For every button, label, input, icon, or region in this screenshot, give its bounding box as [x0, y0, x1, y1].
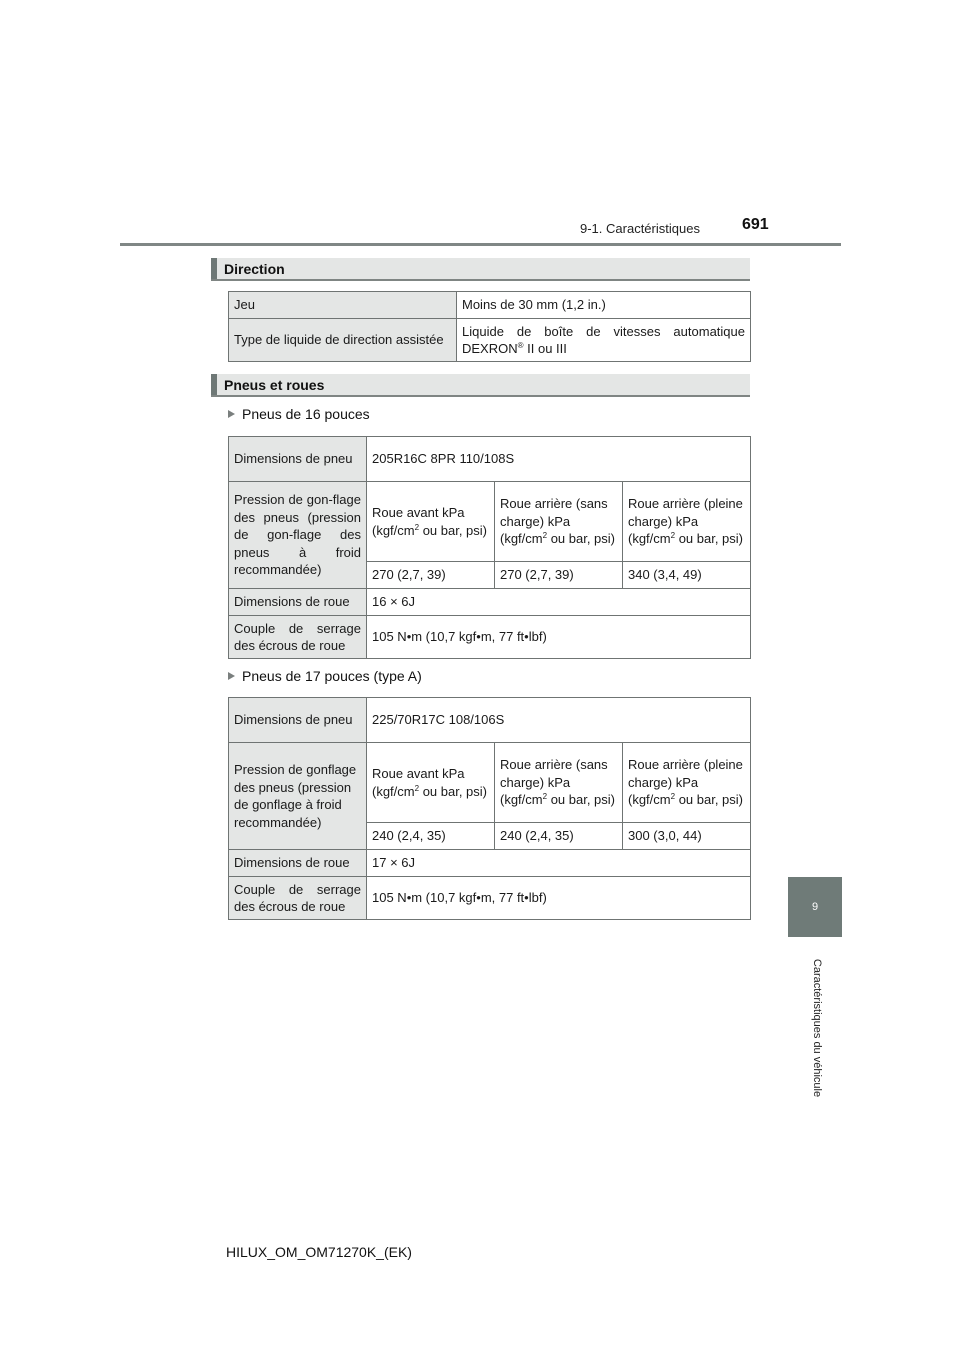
direction-heading: [211, 258, 750, 281]
wheel-dim-value: 17 × 6J: [367, 850, 751, 877]
section-header: 9-1. Caractéristiques: [580, 221, 700, 236]
table-row: [229, 292, 751, 319]
col-text: ou bar, psi): [547, 792, 616, 808]
rear-loaded-header: [623, 743, 751, 823]
chapter-number: 9: [811, 901, 819, 913]
table-row: [229, 698, 751, 743]
col-sup: 2: [670, 792, 676, 802]
tires-17-table: [228, 697, 751, 920]
sub-heading-16: [228, 406, 370, 422]
front-wheel-header: [367, 482, 495, 562]
front-pressure: 270 (2,7, 39): [367, 562, 495, 589]
fluid-grade: II ou III: [523, 341, 567, 356]
jeu-label: Jeu: [229, 292, 457, 319]
rear-loaded-header: [623, 482, 751, 562]
torque-label: Couple de serrage des écrous de roue: [229, 616, 367, 659]
direction-title: Direction: [224, 261, 285, 277]
rear-unloaded-pressure: 240 (2,4, 35): [495, 823, 623, 850]
tires-16-table: [228, 436, 751, 659]
torque-value: 105 N•m (10,7 kgf•m, 77 ft•lbf): [367, 877, 751, 920]
rear-loaded-pressure: 300 (3,0, 44): [623, 823, 751, 850]
chapter-title-vertical: [807, 945, 827, 1110]
table-row: [229, 743, 751, 823]
col-sup: 2: [542, 792, 548, 802]
sub-heading-17: [228, 668, 422, 684]
col-text: ou bar, psi): [675, 531, 744, 547]
heading-bar: [211, 374, 217, 395]
col-text: Roue arrière (sans charge) kPa (kgf/cm: [500, 757, 608, 808]
pressure-label: Pression de gon-flage des pneus (pression de gon-flage des pneus à froid recommandée): [229, 482, 367, 589]
tire-dim-value: 225/70R17C 108/106S: [367, 698, 751, 743]
chapter-tab: [788, 877, 842, 937]
direction-table: [228, 291, 751, 362]
col-text: ou bar, psi): [675, 792, 744, 808]
rear-unloaded-pressure: 270 (2,7, 39): [495, 562, 623, 589]
col-text: Roue arrière (sans charge) kPa (kgf/cm: [500, 496, 608, 547]
col-sup: 2: [542, 531, 548, 541]
heading-bar: [211, 258, 217, 279]
table-row: [229, 319, 751, 362]
front-wheel-header: [367, 743, 495, 823]
fluid-brand: DEXRON: [462, 341, 518, 356]
col-text: Roue arrière (pleine charge) kPa (kgf/cm: [628, 496, 743, 547]
col-text: Roue avant kPa (kgf/cm: [372, 766, 465, 799]
col-sup: 2: [414, 522, 420, 532]
fluid-type-value: [457, 319, 751, 362]
fluid-line1: Liquide de boîte de vitesses automatique: [462, 323, 745, 339]
torque-label: Couple de serrage des écrous de roue: [229, 877, 367, 920]
table-row: [229, 482, 751, 562]
fluid-line2: [462, 340, 745, 358]
col-sup: 2: [414, 783, 420, 793]
fluid-type-label: Type de liquide de direction assistée: [229, 319, 457, 362]
table-row: [229, 437, 751, 482]
table-row: [229, 877, 751, 920]
rear-unloaded-header: [495, 482, 623, 562]
document-code: HILUX_OM_OM71270K_(EK): [226, 1244, 412, 1260]
col-sup: 2: [670, 531, 676, 541]
tires-heading: [211, 374, 750, 397]
sub-heading-17-text: Pneus de 17 pouces (type A): [242, 668, 422, 684]
chapter-title: Caractéristiques du véhicule: [811, 958, 823, 1097]
col-text: ou bar, psi): [547, 531, 616, 547]
wheel-dim-value: 16 × 6J: [367, 589, 751, 616]
rear-loaded-pressure: 340 (3,4, 49): [623, 562, 751, 589]
sub-heading-16-text: Pneus de 16 pouces: [242, 406, 370, 422]
triangle-bullet-icon: [228, 672, 235, 680]
table-row: [229, 616, 751, 659]
page-number: 691: [742, 216, 769, 233]
col-text: ou bar, psi): [419, 783, 488, 799]
registered-mark: ®: [517, 341, 524, 350]
triangle-bullet-icon: [228, 410, 235, 418]
col-text: ou bar, psi): [419, 522, 488, 538]
tires-title: Pneus et roues: [224, 377, 325, 393]
table-row: [229, 589, 751, 616]
front-pressure: 240 (2,4, 35): [367, 823, 495, 850]
header-rule: [120, 243, 841, 246]
tire-dim-label: Dimensions de pneu: [229, 698, 367, 743]
jeu-value: Moins de 30 mm (1,2 in.): [457, 292, 751, 319]
tire-dim-value: 205R16C 8PR 110/108S: [367, 437, 751, 482]
tire-dim-label: Dimensions de pneu: [229, 437, 367, 482]
wheel-dim-label: Dimensions de roue: [229, 589, 367, 616]
col-text: Roue avant kPa (kgf/cm: [372, 505, 465, 538]
col-text: Roue arrière (pleine charge) kPa (kgf/cm: [628, 757, 743, 808]
table-row: [229, 850, 751, 877]
pressure-label: Pression de gonflage des pneus (pression de gonflage à froid recommandée): [229, 743, 367, 850]
wheel-dim-label: Dimensions de roue: [229, 850, 367, 877]
rear-unloaded-header: [495, 743, 623, 823]
torque-value: 105 N•m (10,7 kgf•m, 77 ft•lbf): [367, 616, 751, 659]
